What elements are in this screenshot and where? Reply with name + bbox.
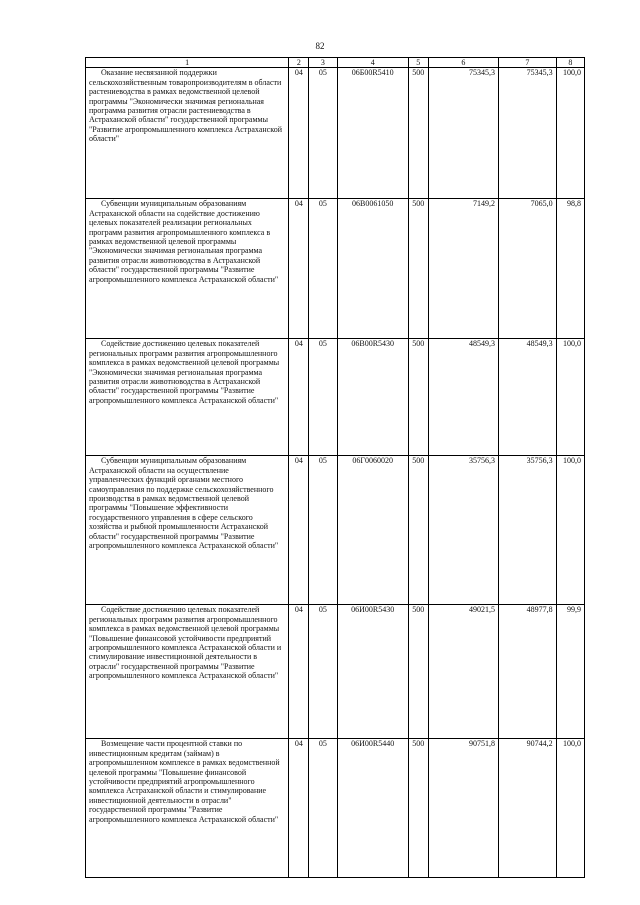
table-row [86,605,585,739]
expense-type-code: 500 [408,739,428,878]
planned-amount: 75345,3 [428,68,498,199]
table-row [86,68,585,199]
subsection-code: 05 [309,339,337,456]
expense-type-code: 500 [408,199,428,339]
header-cell: 7 [498,58,556,68]
header-cell: 2 [289,58,309,68]
executed-amount: 75345,3 [498,68,556,199]
section-code: 04 [289,199,309,339]
subsection-code: 05 [309,456,337,605]
subsection-code: 05 [309,68,337,199]
header-cell: 5 [408,58,428,68]
row-description: Оказание несвязанной поддержки сельскохозяйственным товаропроизводителям в области растениеводства в рамках ведомственной целевой программы "Экономически значимая региональная программа развития отрасли растениеводства в Астраханской области" государственной программы "Развитие агропромышленного комплекса Астраханской области" [86,68,289,199]
header-cell: 3 [309,58,337,68]
row-description: Возмещение части процентной ставки по инвестиционным кредитам (займам) в агропромышленном комплексе в рамках ведомственной целевой программы "Повышение финансовой устойчивости предприятий агропромышленного комплекса Астраханской области и стимулирование инвестиционной деятельности в отрасли" государственной программы "Развитие агропромышленного комплекса Астраханской области" [86,739,289,878]
header-cell: 6 [428,58,498,68]
section-code: 04 [289,339,309,456]
target-article-code: 06И00R5430 [337,605,408,739]
execution-percent: 100,0 [556,339,584,456]
executed-amount: 48977,8 [498,605,556,739]
planned-amount: 35756,3 [428,456,498,605]
planned-amount: 48549,3 [428,339,498,456]
execution-percent: 100,0 [556,739,584,878]
executed-amount: 35756,3 [498,456,556,605]
table-row [86,339,585,456]
row-description: Субвенции муниципальным образованиям Астраханской области на содействие достижению целевых показателей реализации региональных программ развития агропромышленного комплекса в рамках ведомственной целевой программы "Экономически значимая региональная программа развития отрасли животноводства в Астраханской области" государственной программы "Развитие агропромышленного комплекса Астраханской области" [86,199,289,339]
table-row [86,199,585,339]
subsection-code: 05 [309,605,337,739]
planned-amount: 7149,2 [428,199,498,339]
table-row [86,739,585,878]
target-article-code: 06Г0060020 [337,456,408,605]
expense-type-code: 500 [408,456,428,605]
execution-percent: 99,9 [556,605,584,739]
section-code: 04 [289,739,309,878]
row-description: Субвенции муниципальным образованиям Астраханской области на осуществление управленческих функций органами местного самоуправления по поддержке сельскохозяйственного производства в рамках ведомственной целевой программы "Повышение эффективности государственного управления в сфере сельского хозяйства и рыбной промышленности Астраханской области" государственной программы "Развитие агропромышленного комплекса Астраханской области" [86,456,289,605]
subsection-code: 05 [309,199,337,339]
section-code: 04 [289,68,309,199]
executed-amount: 90744,2 [498,739,556,878]
header-cell: 4 [337,58,408,68]
target-article-code: 06Б00R5410 [337,68,408,199]
expense-type-code: 500 [408,339,428,456]
execution-percent: 100,0 [556,68,584,199]
row-description: Содействие достижению целевых показателей региональных программ развития агропромышленного комплекса в рамках ведомственной целевой программы "Повышение финансовой устойчивости предприятий агропромышленного комплекса Астраханской области и стимулирование инвестиционной деятельности в отрасли" государственной программы "Развитие агропромышленного комплекса Астраханской области" [86,605,289,739]
table-row [86,456,585,605]
section-code: 04 [289,456,309,605]
column-number-header [86,58,585,68]
header-cell: 8 [556,58,584,68]
header-cell: 1 [86,58,289,68]
page-number: 82 [315,41,325,51]
execution-percent: 98,8 [556,199,584,339]
executed-amount: 48549,3 [498,339,556,456]
expense-type-code: 500 [408,605,428,739]
execution-percent: 100,0 [556,456,584,605]
target-article-code: 06И00R5440 [337,739,408,878]
section-code: 04 [289,605,309,739]
subsection-code: 05 [309,739,337,878]
planned-amount: 49021,5 [428,605,498,739]
row-description: Содействие достижению целевых показателей региональных программ развития агропромышленного комплекса в рамках ведомственной целевой программы "Экономически значимая региональная программа развития отрасли животноводства в Астраханской области" государственной программы "Развитие агропромышленного комплекса Астраханской области" [86,339,289,456]
target-article-code: 06В0061050 [337,199,408,339]
executed-amount: 7065,0 [498,199,556,339]
expense-type-code: 500 [408,68,428,199]
target-article-code: 06В00R5430 [337,339,408,456]
planned-amount: 90751,8 [428,739,498,878]
budget-table [85,57,585,878]
